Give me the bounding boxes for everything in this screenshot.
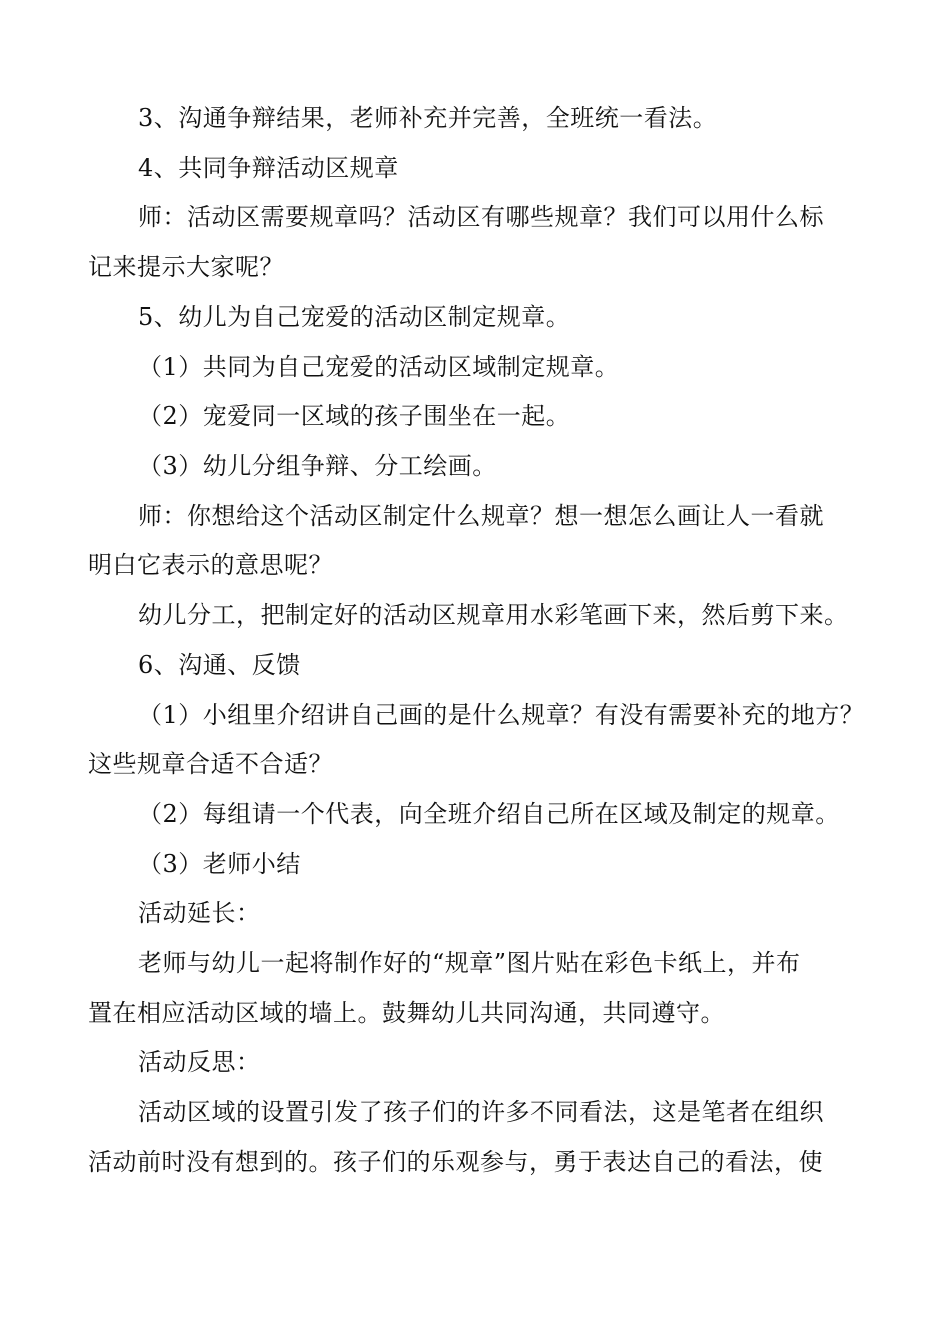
text-line-4: 记来提示大家呢？: [88, 253, 284, 281]
text-line-17: 活动延长：: [138, 899, 261, 927]
text-line-13: （1）小组里介绍讲自己画的是什么规章？有没有需要补充的地方？: [138, 701, 865, 729]
text-line-10: 明白它表示的意思呢？: [88, 551, 333, 579]
text-line-12: 6、沟通、反馈: [138, 651, 301, 679]
text-line-1: 3、沟通争辩结果，老师补充并完善，全班统一看法。: [138, 104, 718, 132]
text-line-21: 活动区域的设置引发了孩子们的许多不同看法，这是笔者在组织: [138, 1098, 824, 1126]
text-line-22: 活动前时没有想到的。孩子们的乐观参与，勇于表达自己的看法，使: [88, 1148, 823, 1176]
text-line-9: 师：你想给这个活动区制定什么规章？想一想怎么画让人一看就: [138, 502, 824, 530]
text-line-8: （3）幼儿分组争辩、分工绘画。: [138, 452, 497, 480]
text-line-18: 老师与幼儿一起将制作好的“规章”图片贴在彩色卡纸上，并布: [138, 949, 801, 977]
text-line-3: 师：活动区需要规章吗？活动区有哪些规章？我们可以用什么标: [138, 203, 824, 231]
text-line-2: 4、共同争辩活动区规章: [138, 154, 399, 182]
text-line-11: 幼儿分工，把制定好的活动区规章用水彩笔画下来，然后剪下来。: [138, 601, 849, 629]
text-line-15: （2）每组请一个代表，向全班介绍自己所在区域及制定的规章。: [138, 800, 840, 828]
text-line-20: 活动反思：: [138, 1048, 261, 1076]
text-line-7: （2）宠爱同一区域的孩子围坐在一起。: [138, 402, 571, 430]
text-line-19: 置在相应活动区域的墙上。鼓舞幼儿共同沟通，共同遵守。: [88, 999, 725, 1027]
text-line-14: 这些规章合适不合适？: [88, 750, 333, 778]
text-line-6: （1）共同为自己宠爱的活动区域制定规章。: [138, 353, 620, 381]
text-line-16: （3）老师小结: [138, 850, 301, 878]
text-line-5: 5、幼儿为自己宠爱的活动区制定规章。: [138, 303, 571, 331]
